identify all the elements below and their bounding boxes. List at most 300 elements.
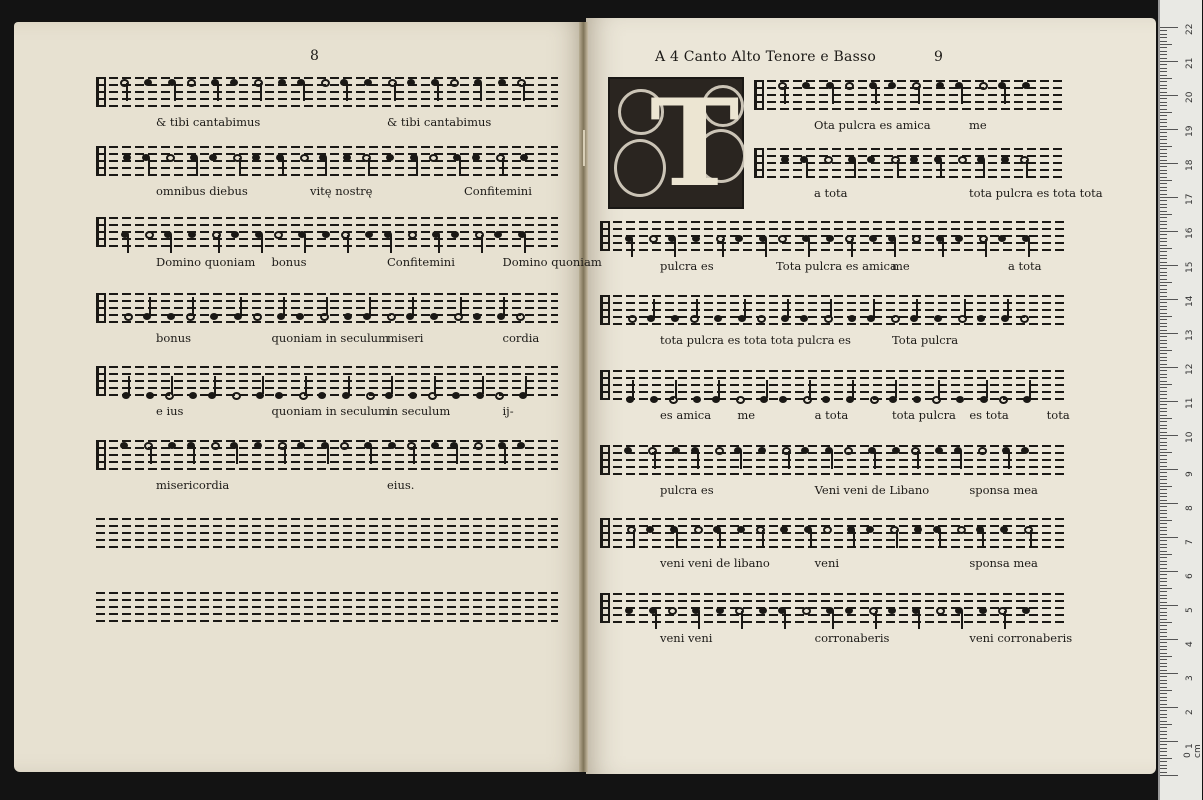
note-stem (150, 446, 152, 464)
ruler-tick (1160, 217, 1167, 218)
lyric-text: & tibi cantabimus (387, 115, 492, 129)
note-stem (394, 83, 396, 101)
note-stem (456, 446, 458, 464)
music-note-icon (364, 79, 372, 86)
lyric-text: in seculum (387, 404, 451, 418)
ruler-tick (1160, 493, 1167, 494)
note-stem (722, 239, 724, 257)
note-stem (744, 299, 746, 317)
ruler-label: 22 (1185, 23, 1195, 35)
ruler-unit-label: 0 cm (1183, 744, 1203, 758)
music-note-icon (343, 154, 351, 161)
ruler-tick (1160, 51, 1167, 52)
ruler-tick (1160, 41, 1167, 42)
music-note-icon (955, 235, 963, 242)
clef-icon (600, 518, 610, 548)
ruler-tick (1160, 58, 1167, 59)
note-stem (504, 446, 506, 464)
music-note-icon (124, 313, 133, 321)
note-stem (873, 299, 875, 317)
music-note-icon (693, 396, 701, 403)
ruler-tick (1160, 673, 1178, 674)
music-staff (96, 366, 558, 396)
note-stem (964, 299, 966, 317)
ruler-tick (1160, 653, 1167, 654)
ruler-tick (1160, 449, 1167, 450)
note-stem (348, 376, 350, 394)
ruler-tick (1160, 714, 1167, 715)
music-note-icon (450, 79, 459, 87)
ruler-tick (1160, 37, 1167, 38)
ruler-tick (1160, 105, 1167, 106)
music-note-icon (624, 447, 632, 454)
ruler-tick (1160, 554, 1172, 555)
lyric-text: bonus (271, 255, 307, 269)
music-note-icon (779, 396, 787, 403)
music-note-icon (474, 442, 483, 450)
music-note-icon (628, 315, 637, 323)
music-note-icon (188, 231, 196, 238)
music-note-icon (802, 82, 810, 89)
ruler-tick (1160, 296, 1167, 297)
ruler-tick (1160, 61, 1178, 62)
music-note-icon (935, 447, 943, 454)
ruler-tick (1160, 177, 1167, 178)
ruler-tick (1160, 183, 1167, 184)
note-stem (217, 83, 219, 101)
ruler-tick (1160, 109, 1167, 110)
ruler-tick (1160, 370, 1167, 371)
ruler-tick (1160, 717, 1167, 718)
ruler-tick (1160, 629, 1167, 630)
ruler-tick (1160, 727, 1167, 728)
lyric-text: a tota (1008, 259, 1042, 273)
ruler-tick (1160, 605, 1178, 606)
note-stem (1008, 451, 1010, 469)
ruler-tick (1160, 68, 1167, 69)
ruler-tick (1160, 166, 1167, 167)
ruler-tick (1160, 160, 1167, 161)
music-note-icon (1000, 526, 1008, 533)
lyric-text: Ota pulcra es amica (814, 118, 931, 132)
ruler-tick (1160, 364, 1167, 365)
ruler-tick (1160, 561, 1167, 562)
music-note-icon (516, 313, 525, 321)
ruler-tick (1160, 224, 1167, 225)
music-note-icon (891, 315, 900, 323)
note-stem (326, 297, 328, 315)
note-stem (303, 83, 305, 101)
ruler-label: 4 (1185, 641, 1195, 647)
ruler-tick (1160, 119, 1167, 120)
music-note-icon (429, 154, 438, 162)
ruler-tick (1160, 663, 1167, 664)
ruler-tick (1160, 163, 1178, 164)
music-note-icon (366, 392, 375, 400)
ruler-tick (1160, 241, 1167, 242)
note-stem (894, 239, 896, 257)
lyric-text: pulcra es (660, 259, 714, 273)
note-stem (171, 376, 173, 394)
note-stem (327, 446, 329, 464)
music-note-icon (649, 235, 658, 243)
music-note-icon (892, 447, 900, 454)
note-stem (174, 83, 176, 101)
ruler-tick (1160, 187, 1167, 188)
ruler-tick (1160, 319, 1167, 320)
ruler-tick (1160, 551, 1167, 552)
lyric-text: Tota pulcra es amica (776, 259, 897, 273)
lyric-text: quoniam in seculum (271, 404, 389, 418)
note-stem (897, 160, 899, 178)
ruler-label: 13 (1185, 329, 1195, 341)
note-stem (674, 239, 676, 257)
ruler-tick (1160, 744, 1167, 745)
music-note-icon (1021, 447, 1029, 454)
ruler-tick (1160, 676, 1167, 677)
music-note-icon (278, 79, 286, 86)
note-stem (1026, 160, 1028, 178)
music-note-icon (252, 154, 260, 161)
ruler-tick (1160, 428, 1167, 429)
note-stem (806, 160, 808, 178)
note-stem (830, 299, 832, 317)
music-note-icon (120, 442, 128, 449)
ruler-tick (1160, 557, 1167, 558)
note-stem (261, 235, 263, 253)
ruler-tick (1160, 741, 1178, 742)
music-note-icon (936, 607, 945, 615)
ruler-tick (1160, 64, 1167, 65)
music-note-icon (757, 315, 766, 323)
ruler-tick (1160, 520, 1172, 521)
note-stem (325, 158, 327, 176)
note-stem (218, 235, 220, 253)
note-stem (438, 235, 440, 253)
note-stem (196, 158, 198, 176)
ruler-tick (1160, 595, 1167, 596)
music-note-icon (494, 231, 502, 238)
music-note-icon (780, 526, 788, 533)
ruler-tick (1160, 129, 1178, 130)
note-stem (437, 83, 439, 101)
ruler-tick (1160, 721, 1167, 722)
ruler-tick (1160, 173, 1167, 174)
music-note-icon (672, 447, 680, 454)
note-stem (983, 160, 985, 178)
ruler-tick (1160, 279, 1167, 280)
ruler-tick (1160, 398, 1167, 399)
ruler-tick (1160, 221, 1167, 222)
note-stem (347, 235, 349, 253)
note-stem (282, 158, 284, 176)
ruler-tick (1160, 282, 1172, 283)
ruler-tick (1160, 190, 1167, 191)
ruler-tick (1160, 547, 1167, 548)
ruler-tick (1160, 44, 1172, 45)
ruler-tick (1160, 513, 1167, 514)
music-note-icon (845, 82, 854, 90)
note-stem (655, 611, 657, 629)
ruler-tick (1160, 377, 1167, 378)
ruler-tick (1160, 523, 1167, 524)
music-note-icon (870, 396, 879, 404)
music-note-icon (209, 154, 217, 161)
lyric-text: quoniam in seculum (271, 331, 389, 345)
music-note-icon (296, 313, 304, 320)
ruler-tick (1160, 149, 1167, 150)
ruler-tick (1160, 353, 1167, 354)
ruler-tick (1160, 336, 1167, 337)
ruler-label: 6 (1185, 573, 1195, 579)
note-stem (917, 451, 919, 469)
lyric-text: tota (1046, 408, 1070, 422)
ruler-tick (1160, 272, 1167, 273)
ruler-label: 1 (1185, 743, 1195, 749)
lyric-text: veni corronaberis (969, 631, 1073, 645)
ruler-tick (1160, 197, 1178, 198)
ruler-tick (1160, 102, 1167, 103)
ruler-tick (1160, 625, 1167, 626)
note-stem (369, 297, 371, 315)
ruler-tick (1160, 768, 1167, 769)
music-note-icon (998, 235, 1006, 242)
ruler-tick (1160, 204, 1167, 205)
music-note-icon (146, 392, 154, 399)
ruler-tick (1160, 255, 1167, 256)
music-note-icon (409, 392, 417, 399)
ruler-tick (1160, 748, 1167, 749)
note-stem (126, 83, 128, 101)
music-note-icon (123, 154, 131, 161)
music-note-icon (668, 607, 677, 615)
ruler-tick (1160, 268, 1167, 269)
music-note-icon (934, 315, 942, 322)
ruler-tick (1160, 690, 1172, 691)
note-stem (459, 158, 461, 176)
note-stem (718, 380, 720, 398)
ruler-tick (1160, 326, 1167, 327)
music-note-icon (318, 392, 326, 399)
ruler-tick (1160, 313, 1167, 314)
ruler-tick (1160, 619, 1167, 620)
music-note-icon (1020, 315, 1029, 323)
lyric-text: a tota (814, 186, 848, 200)
ruler-tick (1160, 350, 1172, 351)
lyric-text: omnibus diebus (156, 184, 248, 198)
music-note-icon (340, 442, 349, 450)
clef-icon (96, 293, 106, 323)
ruler-tick (1160, 646, 1167, 647)
note-stem (810, 530, 812, 548)
lyric-text: ij- (502, 404, 514, 418)
ruler-label: 12 (1185, 363, 1195, 375)
clef-icon (600, 370, 610, 400)
ruler-tick (1160, 238, 1167, 239)
ruler-tick (1160, 642, 1167, 643)
music-note-icon (999, 396, 1008, 404)
ruler-tick (1160, 404, 1167, 405)
ruler-tick (1160, 211, 1167, 212)
ruler-tick (1160, 700, 1167, 701)
ruler-tick (1160, 95, 1178, 96)
music-note-icon (275, 392, 283, 399)
note-stem (653, 299, 655, 317)
ruler-label: 14 (1185, 295, 1195, 307)
music-note-icon (958, 156, 967, 164)
ruler-tick (1160, 755, 1167, 756)
ruler-tick (1160, 367, 1178, 368)
right-page-header: A 4 Canto Alto Tenore e Basso (655, 49, 876, 65)
ruler-tick (1160, 435, 1178, 436)
ruler-tick (1160, 387, 1167, 388)
ruler-label: 18 (1185, 159, 1195, 171)
music-note-icon (1022, 82, 1030, 89)
ruler-tick (1160, 411, 1167, 412)
ruler-tick (1160, 506, 1167, 507)
ruler-tick (1160, 724, 1172, 725)
ruler-tick (1160, 316, 1172, 317)
ruler-tick (1160, 289, 1167, 290)
note-stem (480, 83, 482, 101)
ruler-tick (1160, 248, 1172, 249)
ruler-tick (1160, 608, 1167, 609)
ruler-tick (1160, 333, 1178, 334)
ruler-tick (1160, 591, 1167, 592)
note-stem (960, 451, 962, 469)
note-stem (698, 611, 700, 629)
ruler-tick (1160, 200, 1167, 201)
music-note-icon (736, 396, 745, 404)
music-note-icon (166, 154, 175, 162)
lyric-text: veni (814, 556, 840, 570)
ruler-tick (1160, 687, 1167, 688)
note-stem (741, 611, 743, 629)
music-note-icon (956, 396, 964, 403)
note-stem (938, 380, 940, 398)
clef-icon (96, 217, 106, 247)
music-note-icon (321, 79, 330, 87)
note-stem (434, 376, 436, 394)
note-stem (524, 235, 526, 253)
ruler-tick (1160, 489, 1167, 490)
music-note-icon (781, 156, 789, 163)
ruler-tick (1160, 180, 1172, 181)
initial-letter: T (650, 73, 740, 214)
note-stem (413, 446, 415, 464)
ruler-tick (1160, 738, 1167, 739)
lyric-text: me (892, 259, 910, 273)
ruler-tick (1160, 156, 1167, 157)
note-stem (762, 530, 764, 548)
music-note-icon (866, 526, 874, 533)
music-note-icon (625, 607, 633, 614)
note-stem (942, 239, 944, 257)
ruler-tick (1160, 306, 1167, 307)
ruler-tick (1160, 112, 1172, 113)
music-note-icon (802, 607, 811, 615)
empty-staff (96, 592, 558, 622)
note-stem (236, 446, 238, 464)
music-note-icon (650, 396, 658, 403)
note-stem (916, 299, 918, 317)
music-note-icon (800, 315, 808, 322)
ruler-tick (1160, 483, 1167, 484)
ruler-tick (1160, 214, 1172, 215)
lyric-text: es amica (660, 408, 712, 422)
music-note-icon (977, 315, 985, 322)
note-stem (832, 611, 834, 629)
note-stem (1004, 611, 1006, 629)
ruler-tick (1160, 564, 1167, 565)
note-stem (654, 451, 656, 469)
ruler-tick (1160, 544, 1167, 545)
ruler-tick (1160, 438, 1167, 439)
note-stem (788, 451, 790, 469)
note-stem (523, 83, 525, 101)
music-note-icon (936, 82, 944, 89)
lyric-text: tota pulcra (892, 408, 956, 422)
ruler-tick (1160, 659, 1167, 660)
note-stem (170, 235, 172, 253)
note-stem (148, 158, 150, 176)
ruler-tick (1160, 598, 1167, 599)
ruler-tick (1160, 656, 1172, 657)
note-stem (982, 530, 984, 548)
music-note-icon (187, 79, 196, 87)
note-stem (262, 376, 264, 394)
ruler-tick (1160, 394, 1167, 395)
ruler-label: 5 (1185, 607, 1195, 613)
lyric-text: miseri (387, 331, 424, 345)
music-note-icon (646, 526, 654, 533)
music-note-icon (801, 447, 809, 454)
ruler-tick (1160, 734, 1167, 735)
note-stem (918, 86, 920, 104)
ruler-tick (1160, 455, 1167, 456)
ruler-tick (1160, 30, 1167, 31)
ruler-tick (1160, 571, 1178, 572)
note-stem (939, 530, 941, 548)
note-stem (765, 239, 767, 257)
ruler-tick (1160, 381, 1167, 382)
lyric-text: cordia (502, 331, 540, 345)
lyric-text: Domino quoniam (156, 255, 256, 269)
ruler-tick (1160, 751, 1167, 752)
lyric-text: bonus (156, 331, 191, 345)
ruler-tick (1160, 615, 1167, 616)
note-stem (766, 380, 768, 398)
music-note-icon (495, 392, 504, 400)
note-stem (193, 446, 195, 464)
music-note-icon (671, 315, 679, 322)
ruler-tick (1160, 88, 1167, 89)
music-note-icon (407, 79, 415, 86)
ruler-tick (1160, 469, 1178, 470)
note-stem (918, 611, 920, 629)
ruler-tick (1160, 391, 1167, 392)
note-stem (260, 83, 262, 101)
music-note-icon (473, 313, 481, 320)
ruler-tick (1160, 85, 1167, 86)
lyric-text: me (737, 408, 756, 422)
ruler-tick (1160, 71, 1167, 72)
note-stem (368, 158, 370, 176)
music-staff (600, 518, 1064, 548)
ruler-tick (1160, 262, 1167, 263)
note-stem (875, 611, 877, 629)
ruler-tick (1160, 126, 1167, 127)
